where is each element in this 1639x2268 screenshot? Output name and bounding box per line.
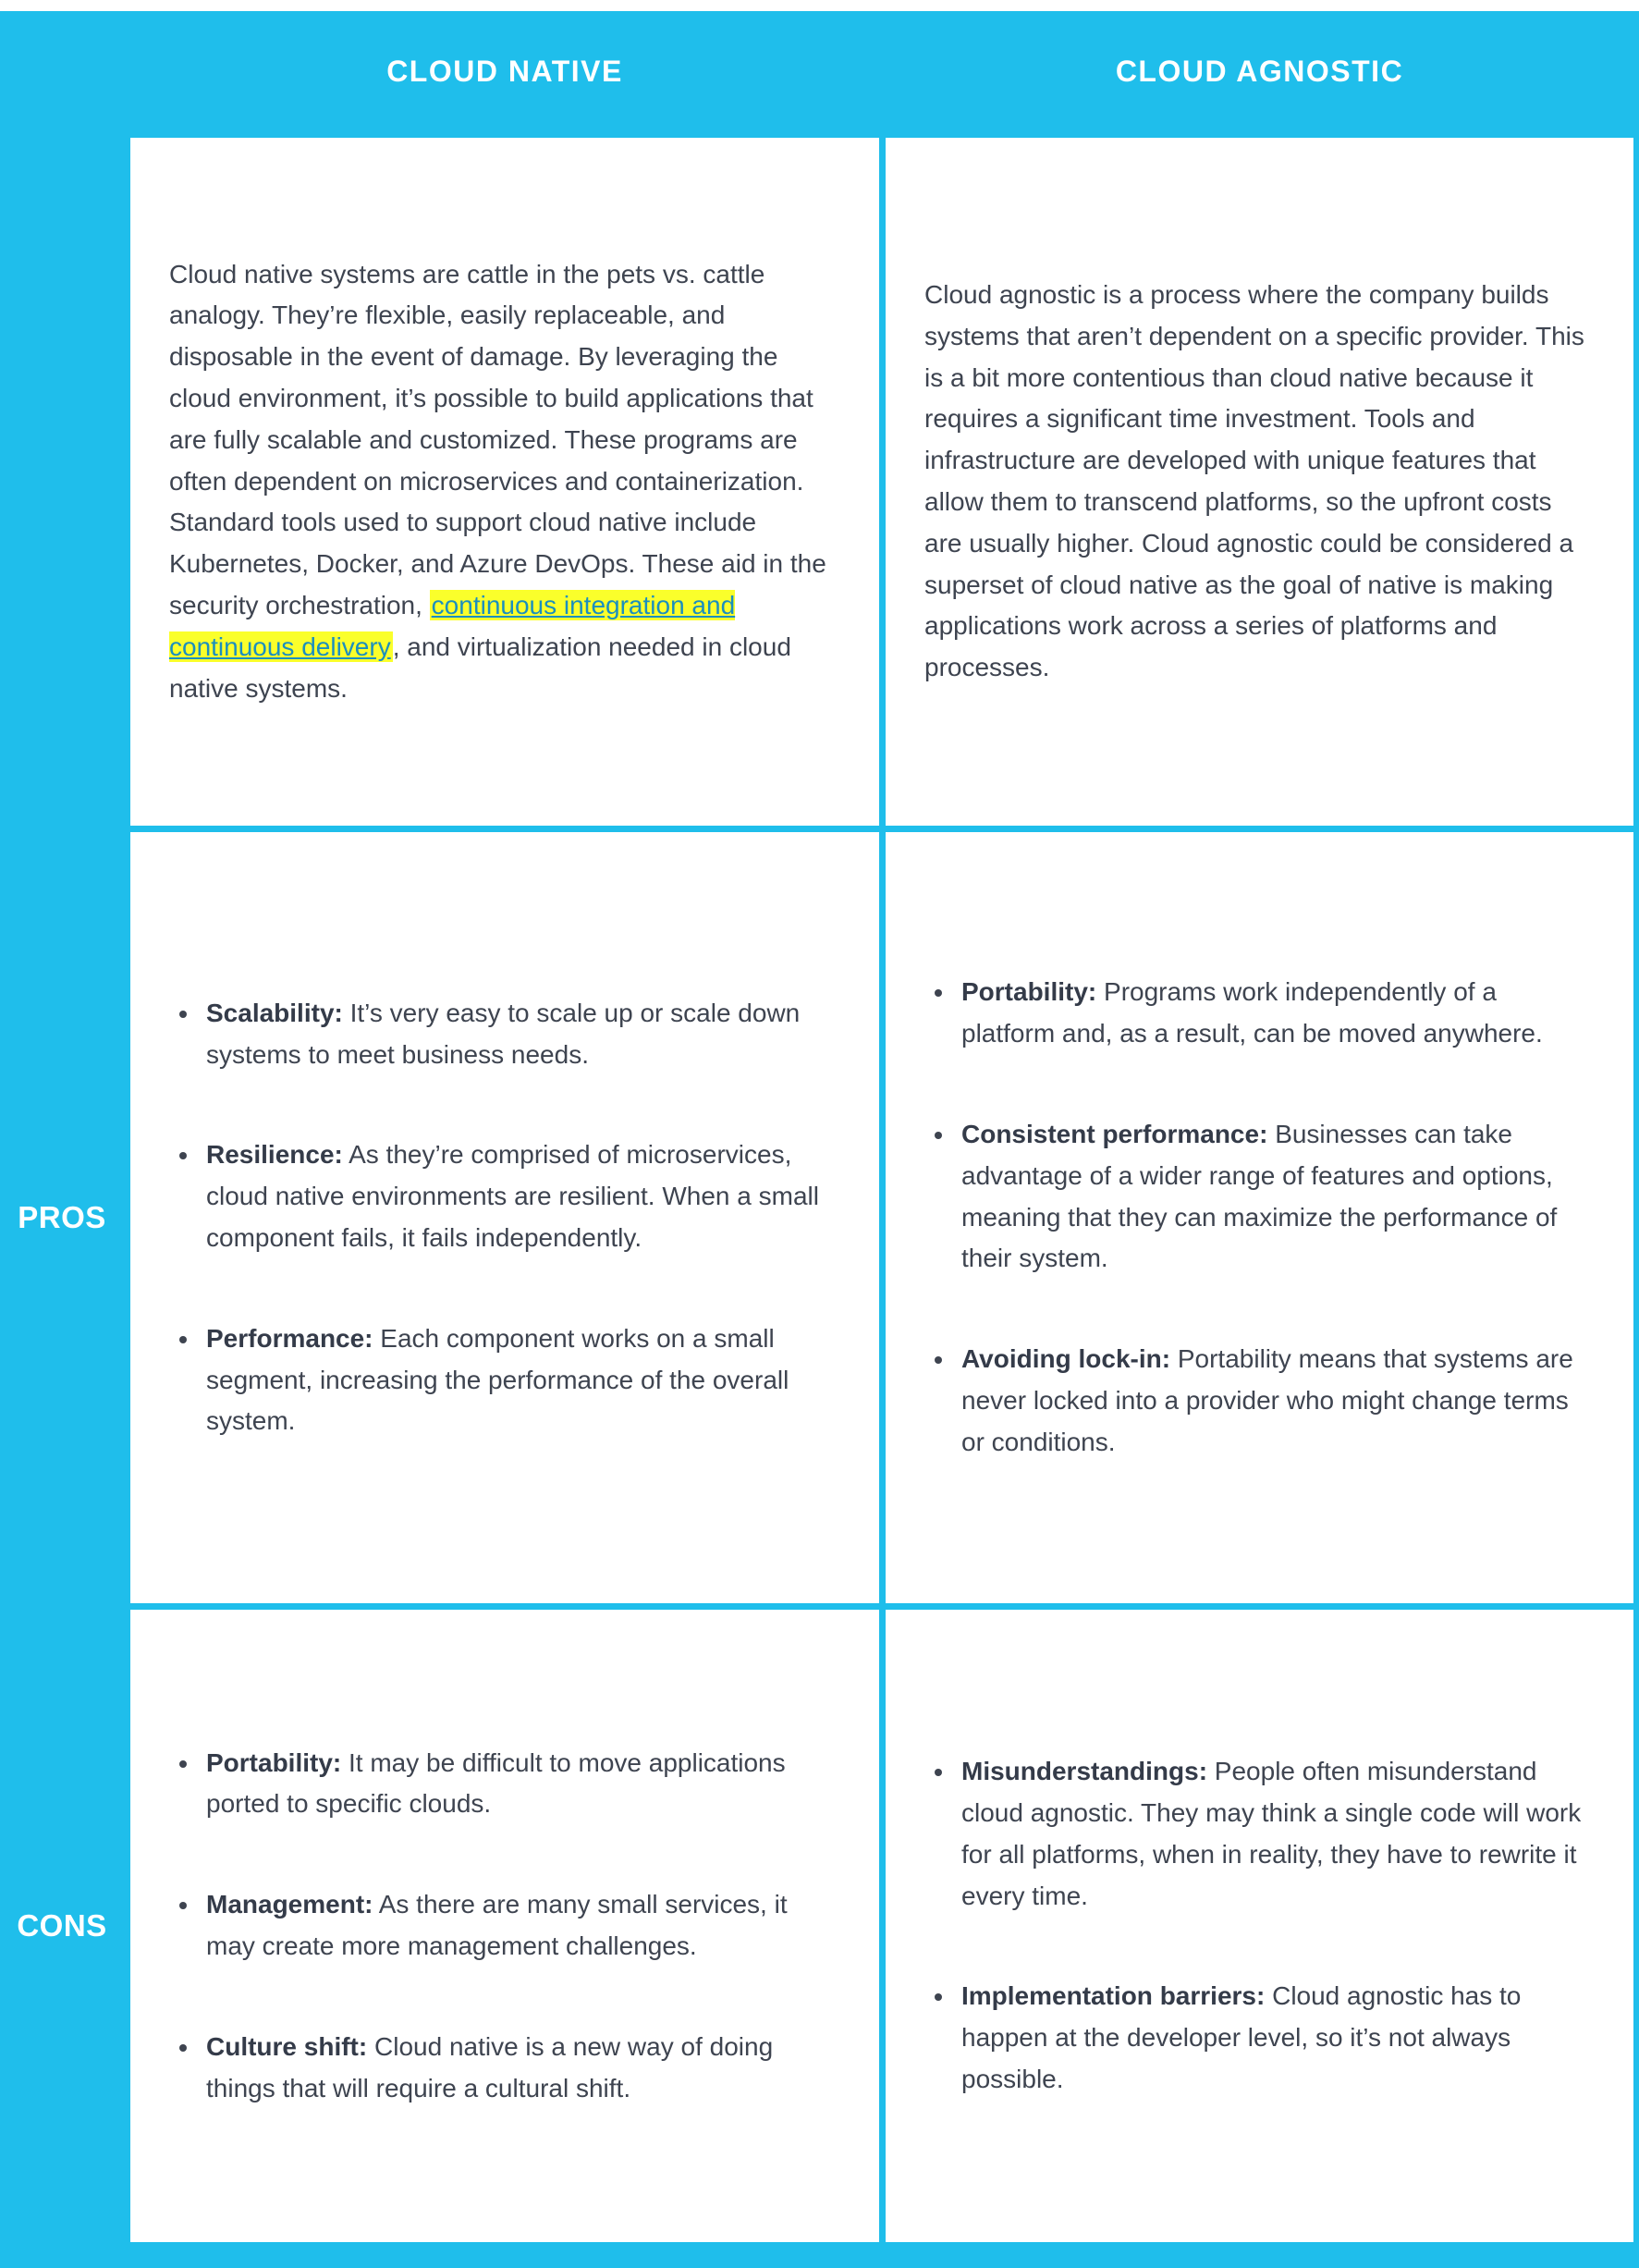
list-item-lead: Scalability:	[206, 998, 343, 1027]
list-item-text: As they’re comprised of microservices, cloud native environments are resilient. When a small component fails, it fails independently.	[206, 1140, 819, 1252]
list-item-lead: Consistent performance:	[961, 1120, 1268, 1148]
list-item	[201, 1743, 840, 1826]
ci-cd-link[interactable]: continuous integration and continuous delivery	[169, 590, 736, 661]
list-item-text: People often misunderstand cloud agnostic. They may think a single code will work for all platforms, when in reality, they have to rewrite it every time.	[961, 1757, 1582, 1910]
list-item-lead: Portability:	[961, 977, 1097, 1007]
list-item-lead: Management:	[206, 1890, 373, 1919]
description-pre: Cloud native systems are cattle in the pets vs. cattle analogy. They’re flexible, easily replaceable, and disposable in the event of damage. By leveraging the cloud environment, it’s possible to build applications that are fully scalable and customized. These programs are often dependent on microservices and containerization. Standard tools used to support cloud native include Kubernetes, Docker, and Azure DevOps. These aid in the security orchestration,	[169, 259, 826, 619]
list-item	[956, 1976, 1595, 2100]
list-item	[201, 1134, 840, 1258]
header-corner	[0, 11, 124, 131]
header-cloud-native-label: CLOUD NATIVE	[386, 54, 623, 88]
list-item-lead: Misunderstandings:	[961, 1757, 1208, 1786]
pros-label: PROS	[18, 1200, 106, 1234]
cloud-native-cons-cell	[130, 1610, 879, 2242]
cloud-agnostic-cons-list	[924, 1751, 1595, 2101]
list-item	[201, 993, 840, 1076]
cloud-native-cons-list	[169, 1743, 840, 2110]
list-item-lead: Resilience:	[206, 1140, 343, 1170]
list-item-lead: Portability:	[206, 1747, 342, 1777]
list-item-text: It’s very easy to scale up or scale down systems to meet business needs.	[206, 998, 801, 1069]
header-cloud-native	[130, 11, 879, 131]
list-item	[201, 1318, 840, 1442]
row-label-pros	[0, 832, 124, 1603]
list-item-lead: Avoiding lock-in:	[961, 1344, 1171, 1374]
cloud-agnostic-description-cell	[886, 138, 1633, 826]
list-item	[956, 1339, 1595, 1463]
list-item-lead: Culture shift:	[206, 2031, 368, 2061]
description-post: , and virtualization needed in cloud native systems.	[169, 631, 791, 703]
cloud-agnostic-cons-cell	[886, 1610, 1633, 2242]
list-item-lead: Implementation barriers:	[961, 1981, 1266, 2011]
comparison-table	[0, 11, 1639, 2268]
list-item	[201, 2027, 840, 2110]
cloud-agnostic-description: Cloud agnostic is a process where the company builds systems that aren’t dependent on a specific provider. This is a bit more contentious than cloud native because it requires a significant time investment. Tools and infrastructure are developed with unique features that allow them to transcend platforms, so the upfront costs are usually higher. Cloud agnostic could be considered a superset of cloud native as the goal of native is making applications work across a series of platforms and processes.	[924, 280, 1584, 682]
list-item-text: As there are many small services, it may create more management challenges.	[206, 1890, 788, 1960]
row-label-description	[0, 138, 124, 826]
list-item-lead: Performance:	[206, 1323, 373, 1353]
cloud-agnostic-pros-list	[924, 972, 1595, 1463]
cloud-native-pros-list	[169, 993, 840, 1442]
cloud-native-description-cell	[130, 138, 879, 826]
list-item	[956, 1751, 1595, 1917]
list-item	[956, 972, 1595, 1055]
row-label-cons	[0, 1610, 124, 2242]
cloud-native-pros-cell	[130, 832, 879, 1603]
cloud-native-description	[169, 254, 840, 710]
header-cloud-agnostic	[886, 11, 1633, 131]
list-item	[201, 1884, 840, 1968]
list-item-text: Cloud native is a new way of doing things that will require a cultural shift.	[206, 2031, 774, 2102]
list-item-text: Programs work independently of a platform and, as a result, can be moved anywhere.	[961, 977, 1543, 1048]
list-item	[956, 1114, 1595, 1280]
page	[0, 11, 1639, 2268]
header-cloud-agnostic-label: CLOUD AGNOSTIC	[1115, 54, 1404, 88]
list-item-text: Portability means that systems are never locked into a provider who might change terms or conditions.	[961, 1344, 1573, 1456]
cloud-agnostic-pros-cell	[886, 832, 1633, 1603]
list-item-text: Cloud agnostic has to happen at the developer level, so it’s not always possible.	[961, 1981, 1522, 2093]
list-item-text: It may be difficult to move applications ported to specific clouds.	[206, 1747, 786, 1819]
list-item-text: Each component works on a small segment, increasing the performance of the overall system.	[206, 1323, 789, 1436]
list-item-text: Businesses can take advantage of a wider range of features and options, meaning that they can maximize the performance of their system.	[961, 1120, 1558, 1273]
cons-label: CONS	[17, 1908, 107, 1943]
